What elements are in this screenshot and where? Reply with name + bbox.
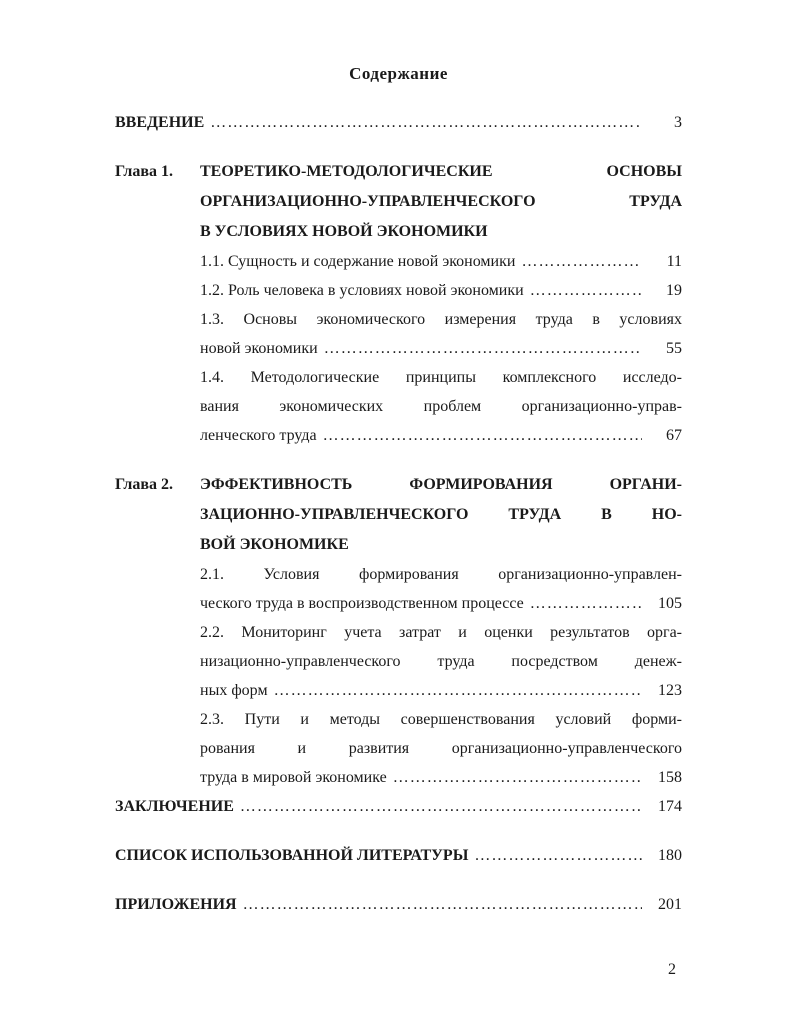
dot-leader [274, 676, 642, 705]
toc-entry-vvedenie [115, 108, 682, 137]
toc-line [200, 763, 682, 792]
toc-line [200, 530, 682, 560]
toc-entry-body [200, 157, 682, 247]
toc-line [115, 890, 682, 919]
table-of-contents [115, 108, 682, 919]
toc-entry-chapter-2 [115, 470, 682, 560]
toc-line-text: низационно-управленческого труда посредством денеж- [200, 653, 682, 670]
toc-entry-body [115, 841, 682, 870]
toc-line-text: В УСЛОВИЯХ НОВОЙ ЭКОНОМИКИ [200, 223, 488, 240]
page-number: 2 [668, 961, 676, 978]
toc-line-text: ных форм [200, 682, 268, 699]
toc-line-text: ЗАКЛЮЧЕНИЕ [115, 798, 234, 815]
toc-entry-body [115, 108, 682, 137]
dot-leader [530, 589, 642, 618]
toc-line [200, 276, 682, 305]
toc-entry-section-2-3 [115, 705, 682, 792]
page-title: Содержание [349, 64, 448, 83]
toc-entry-body [200, 276, 682, 305]
toc-entry-section-2-1 [115, 560, 682, 618]
toc-entry-zaklyuchenie [115, 792, 682, 821]
toc-line [115, 108, 682, 137]
toc-line-text: ПРИЛОЖЕНИЯ [115, 896, 237, 913]
toc-line-text: ленческого труда [200, 427, 317, 444]
toc-entry-prilozheniya [115, 890, 682, 919]
toc-line [200, 334, 682, 363]
dot-leader [240, 792, 642, 821]
toc-line [200, 470, 682, 500]
toc-entry-section-1-2 [115, 276, 682, 305]
toc-line [200, 734, 682, 763]
toc-page-number: 201 [658, 896, 682, 913]
toc-line-text: новой экономики [200, 340, 318, 357]
toc-line [200, 560, 682, 589]
toc-page-number: 3 [674, 114, 682, 131]
dot-leader [530, 276, 642, 305]
toc-entry-body [200, 560, 682, 618]
toc-entry-section-1-1 [115, 247, 682, 276]
toc-entry-body [200, 247, 682, 276]
dot-leader [474, 841, 642, 870]
toc-line [200, 363, 682, 392]
toc-page-number: 19 [666, 282, 682, 299]
toc-line-text: вания экономических проблем организационно-управ- [200, 398, 682, 415]
toc-page-number: 67 [666, 427, 682, 444]
toc-line-text: рования и развития организационно-управленческого [200, 740, 682, 757]
dot-leader [393, 763, 642, 792]
toc-entry-section-2-2 [115, 618, 682, 705]
toc-line [200, 500, 682, 530]
toc-line [200, 187, 682, 217]
toc-entry-body [200, 470, 682, 560]
toc-entry-chapter-1 [115, 157, 682, 247]
toc-page-number: 158 [658, 769, 682, 786]
toc-page-number: 11 [666, 253, 682, 270]
toc-line-text: 2.2. Мониторинг учета затрат и оценки результатов орга- [200, 624, 682, 641]
toc-line-text: 1.2. Роль человека в условиях новой экономики [200, 282, 524, 299]
toc-line [200, 217, 682, 247]
dot-leader [521, 247, 642, 276]
toc-page-number: 55 [666, 340, 682, 357]
dot-leader [243, 890, 642, 919]
toc-line-text: СПИСОК ИСПОЛЬЗОВАННОЙ ЛИТЕРАТУРЫ [115, 847, 469, 864]
toc-line [200, 676, 682, 705]
toc-line-text: ческого труда в воспроизводственном процессе [200, 595, 524, 612]
toc-line-text: ВОЙ ЭКОНОМИКЕ [200, 536, 349, 553]
toc-entry-body [115, 792, 682, 821]
toc-page-number: 105 [658, 595, 682, 612]
dot-leader [324, 334, 642, 363]
toc-page-number: 123 [658, 682, 682, 699]
toc-line [200, 305, 682, 334]
toc-entry-body [200, 363, 682, 450]
toc-line [200, 157, 682, 187]
toc-line [200, 247, 682, 276]
toc-line [200, 421, 682, 450]
toc-line-text: ЗАЦИОННО-УПРАВЛЕНЧЕСКОГО ТРУДА В НО- [200, 506, 682, 523]
toc-line-text: 2.3. Пути и методы совершенствования условий форми- [200, 711, 682, 728]
toc-line [115, 792, 682, 821]
toc-line [200, 618, 682, 647]
toc-entry-body [200, 305, 682, 363]
toc-line-text: ЭФФЕКТИВНОСТЬ ФОРМИРОВАНИЯ ОРГАНИ- [200, 476, 682, 493]
toc-line-text: 1.3. Основы экономического измерения труда в условиях [200, 311, 682, 328]
toc-entry-body [115, 890, 682, 919]
chapter-label: Глава 2. [115, 476, 173, 493]
toc-line-text: ВВЕДЕНИЕ [115, 114, 205, 131]
toc-line-text: ТЕОРЕТИКО-МЕТОДОЛОГИЧЕСКИЕ ОСНОВЫ [200, 163, 682, 180]
toc-line-text: ОРГАНИЗАЦИОННО-УПРАВЛЕНЧЕСКОГО ТРУДА [200, 193, 682, 210]
dot-leader [210, 108, 642, 137]
chapter-label: Глава 1. [115, 163, 173, 180]
toc-entry-body [200, 618, 682, 705]
toc-line-text: труда в мировой экономике [200, 769, 387, 786]
toc-entry-section-1-3 [115, 305, 682, 363]
toc-line-text: 1.1. Сущность и содержание новой экономики [200, 253, 516, 270]
toc-entry-section-1-4 [115, 363, 682, 450]
toc-line [200, 705, 682, 734]
toc-line [200, 647, 682, 676]
toc-entry-spisok-literatury [115, 841, 682, 870]
toc-line [115, 841, 682, 870]
toc-page-number: 174 [658, 798, 682, 815]
toc-line [200, 392, 682, 421]
toc-line-text: 2.1. Условия формирования организационно-управлен- [200, 566, 682, 583]
dot-leader [323, 421, 642, 450]
toc-line [200, 589, 682, 618]
toc-line-text: 1.4. Методологические принципы комплексного исследо- [200, 369, 682, 386]
toc-entry-body [200, 705, 682, 792]
toc-page-number: 180 [658, 847, 682, 864]
